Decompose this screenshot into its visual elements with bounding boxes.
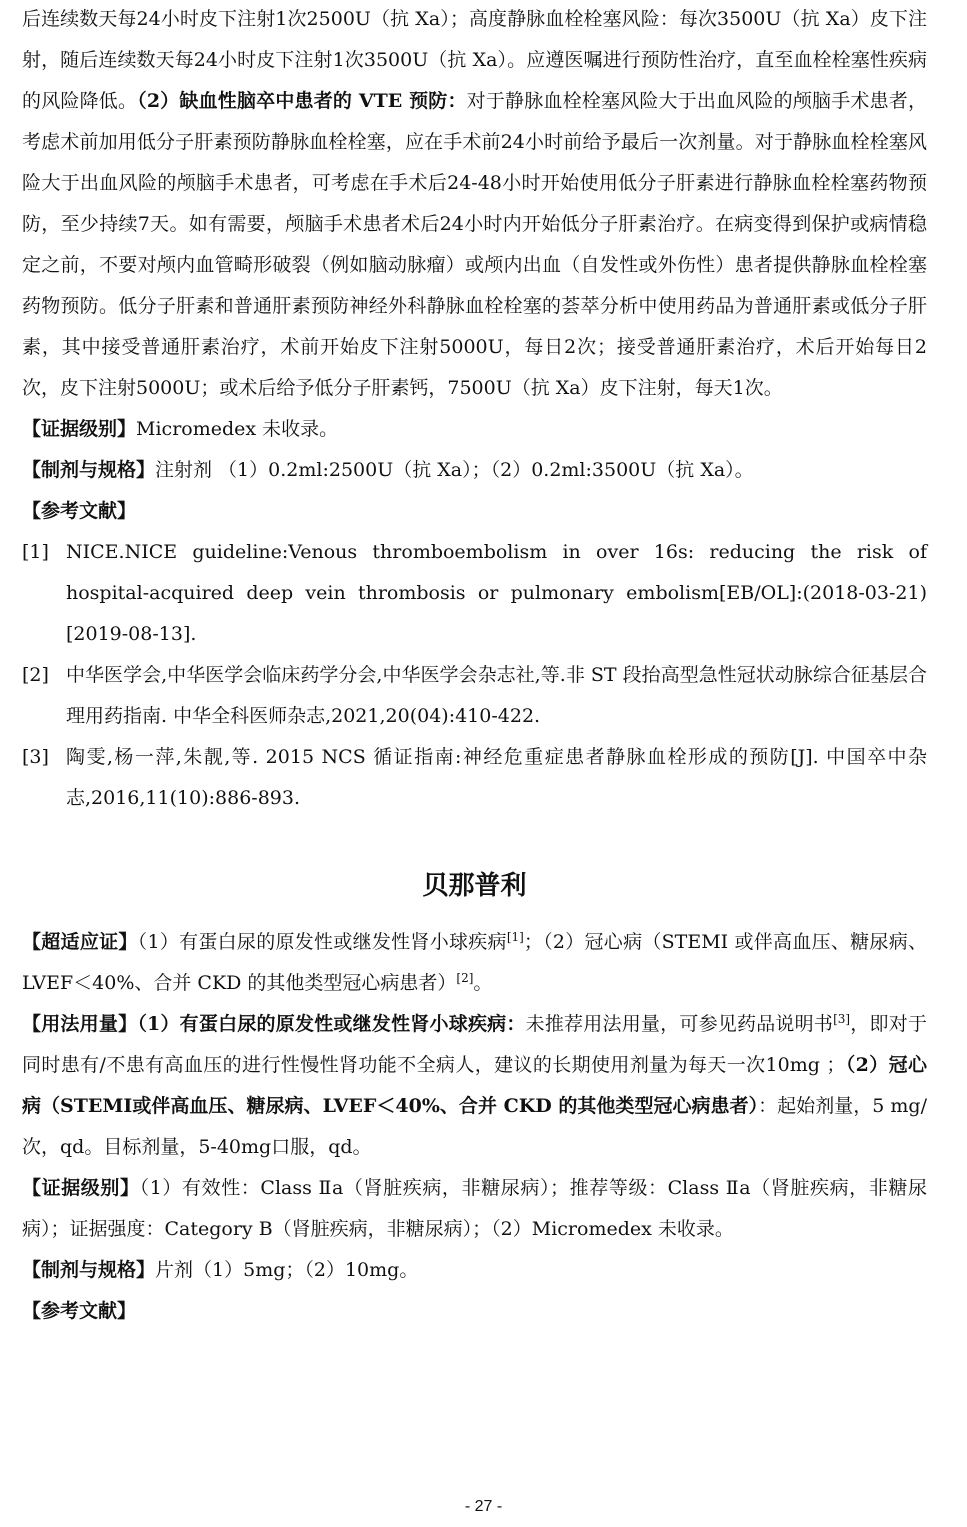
- citation-3: [3]: [833, 1012, 851, 1026]
- evidence-text: （1）有效性：Class Ⅱa（肾脏疾病，非糖尿病）；推荐等级：Class Ⅱa（肾脏疾病，非糖尿病）；证据强度：Category B（肾脏疾病，非糖尿病）；（2）Micromedex 未收录。: [22, 1177, 927, 1240]
- page-number: - 27 -: [464, 1498, 503, 1515]
- section-previous-drug: [22, 0, 927, 819]
- reference-list: [22, 532, 927, 819]
- evidence-paragraph: [22, 1168, 927, 1250]
- formulation-text: 注射剂 （1）0.2ml:2500U（抗 Xa）；（2）0.2ml:3500U（抗 Xa）。: [155, 459, 754, 481]
- formulation-label: 【制剂与规格】: [22, 459, 156, 481]
- indication-paragraph: [22, 922, 927, 1004]
- citation-2: [2]: [456, 971, 474, 985]
- usage-label: 【用法用量】: [22, 1013, 138, 1035]
- reference-text: NICE.NICE guideline:Venous thromboembolism in over 16s: reducing the risk of hospital-acquired deep vein thrombosis or pulmonary embolism[EB/OL]:(2018-03-21)[2019-08-13].: [66, 541, 927, 645]
- usage-text-2: ，即对于同时患有/不患有高血压的进行性慢性肾功能不全病人，建议的长期使用剂量为每天一次10mg ；: [22, 1013, 927, 1076]
- formulation-label: 【制剂与规格】: [22, 1259, 156, 1281]
- indication-text-1: （1）有蛋白尿的原发性或继发性肾小球疾病: [137, 931, 507, 953]
- reference-number: [1]: [22, 541, 49, 563]
- reference-number: [3]: [22, 746, 49, 768]
- reference-number: [2]: [22, 664, 49, 686]
- formulation-paragraph: [22, 450, 927, 491]
- reference-item: [22, 737, 927, 819]
- citation-1: [1]: [506, 930, 524, 944]
- usage-paragraph: [22, 1004, 927, 1168]
- reference-text: 陶雯,杨一萍,朱靓,等. 2015 NCS 循证指南:神经危重症患者静脉血栓形成的预防[J]. 中国卒中杂志,2016,11(10):886-893.: [66, 746, 927, 809]
- references-label: 【参考文献】: [22, 500, 137, 522]
- evidence-label: 【证据级别】: [22, 418, 137, 440]
- usage-text-1: 未推荐用法用量，可参见药品说明书: [525, 1013, 834, 1035]
- usage-bold-item-1: （1）有蛋白尿的原发性或继发性肾小球疾病：: [137, 1013, 526, 1035]
- reference-text: 中华医学会,中华医学会临床药学分会,中华医学会杂志社,等.非 ST 段抬高型急性冠状动脉综合征基层合理用药指南. 中华全科医师杂志,2021,20(04):410-422.: [66, 664, 927, 727]
- references-heading: [22, 1291, 927, 1332]
- usage-text-3: ：起始剂量，5 mg/次，qd。目标剂量，5-40mg口服，qd。: [22, 1095, 927, 1158]
- indication-text-3: 。: [473, 972, 493, 994]
- references-label: 【参考文献】: [22, 1300, 137, 1322]
- drug-title: 贝那普利: [422, 871, 527, 901]
- formulation-text: 片剂（1）5mg；（2）10mg。: [155, 1259, 419, 1281]
- evidence-label: 【证据级别】: [22, 1177, 140, 1199]
- reference-item: [22, 532, 927, 655]
- section-benazepril: [22, 922, 927, 1332]
- indication-label: 【超适应证】: [22, 931, 138, 953]
- formulation-paragraph: [22, 1250, 927, 1291]
- indication-text-2: ；（2）冠心病（STEMI 或伴高血压、糖尿病、LVEF＜40%、合并 CKD 的其他类型冠心病患者）: [22, 931, 927, 994]
- references-heading: [22, 491, 927, 532]
- evidence-text: Micromedex 未收录。: [136, 418, 339, 440]
- usage-bold-item-2: （2）缺血性脑卒中患者的 VTE 预防：: [137, 90, 467, 112]
- usage-paragraph: [22, 0, 927, 409]
- usage-text-b: 对于静脉血栓栓塞风险大于出血风险的颅脑手术患者，考虑术前加用低分子肝素预防静脉血栓栓塞，应在手术前24小时前给予最后一次剂量。对于静脉血栓栓塞风险大于出血风险的颅脑手术患者，可考虑在手术后24-48小时开始使用低分子肝素进行静脉血栓栓塞药物预防，至少持续7天。如有需要，颅脑手术患者术后24小时内开始低分子肝素治疗。在病变得到保护或病情稳定之前，不要对颅内血管畸形破裂（例如脑动脉瘤）或颅内出血（自发性或外伤性）患者提供静脉血栓栓塞药物预防。低分子肝素和普通肝素预防神经外科静脉血栓栓塞的荟萃分析中使用药品为普通肝素或低分子肝素，其中接受普通肝素治疗，术前开始皮下注射5000U，每日2次；接受普通肝素治疗，术后开始每日2次，皮下注射5000U；或术后给予低分子肝素钙，7500U（抗 Xa）皮下注射，每天1次。: [22, 90, 927, 399]
- reference-item: [22, 655, 927, 737]
- usage-text-a: 后连续数天每24小时皮下注射1次2500U（抗 Xa）；高度静脉血栓栓塞风险：每次3500U（抗 Xa）皮下注射，随后连续数天每24小时皮下注射1次3500U（抗 Xa）。应遵医嘱进行预防性治疗，直至血栓栓塞性疾病的风险降低。: [22, 8, 927, 112]
- evidence-paragraph: [22, 409, 927, 450]
- usage-bold-item-2: （2）冠心病（STEMI或伴高血压、糖尿病、LVEF＜40%、合并 CKD 的其他类型冠心病患者）: [22, 1054, 927, 1117]
